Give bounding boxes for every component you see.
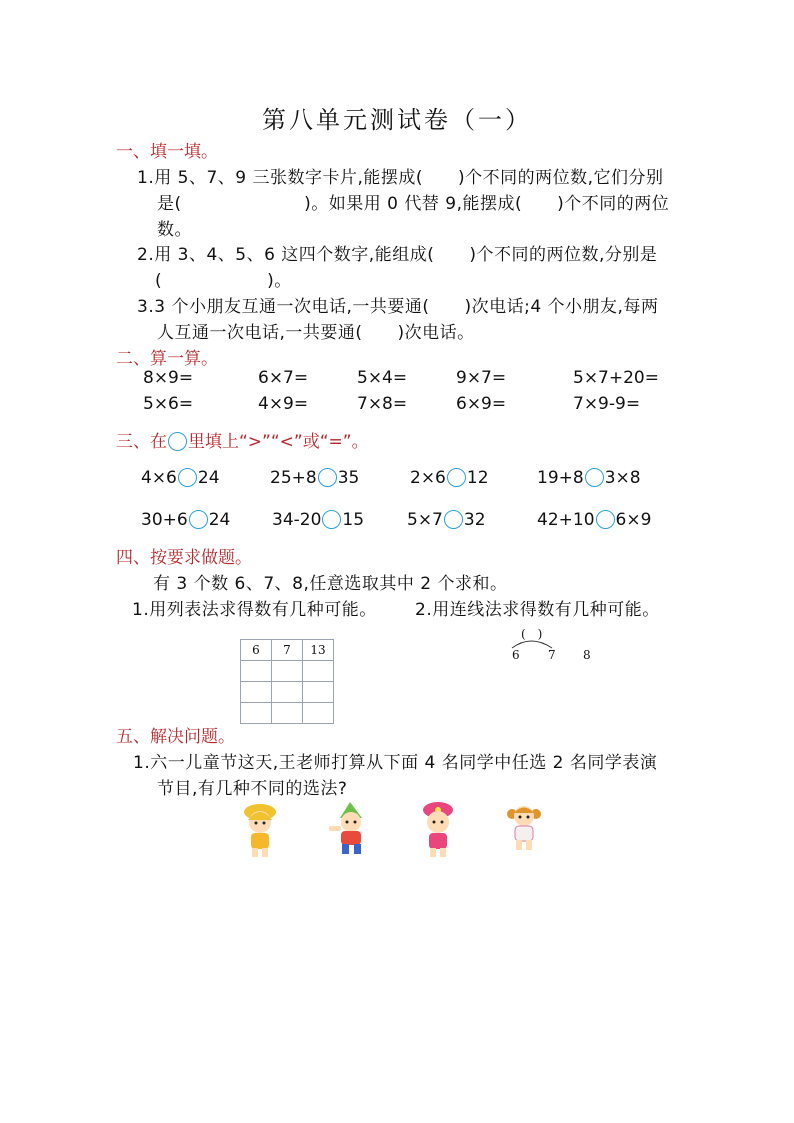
compare-item: 19+8 3×8 [537, 468, 641, 488]
answer-circle[interactable] [444, 510, 463, 529]
answer-circle[interactable] [318, 468, 337, 487]
compare-item: 5×7 32 [407, 510, 486, 530]
calc-item: 4×9= [258, 394, 309, 414]
compare-item: 42+10 6×9 [537, 510, 652, 530]
diagram-number: 8 [583, 648, 591, 662]
q2-line2: ( )。 [155, 271, 292, 291]
section3-heading [116, 427, 369, 452]
calc-item: 5×7+20= [573, 368, 659, 388]
compare-item: 25+8 35 [270, 468, 360, 488]
compare-item: 4×6 24 [141, 468, 220, 488]
section4-sub2: 2.用连线法求得数有几种可能。 [415, 600, 660, 620]
section1-heading: 一、填一填。 [116, 142, 218, 162]
child-green-hat-icon [326, 800, 374, 860]
q1-line1: 1.用 5、7、9 三张数字卡片,能摆成( )个不同的两位数,它们分别 [137, 168, 664, 188]
answer-circle[interactable] [585, 468, 604, 487]
diagram-number: 6 [512, 648, 520, 662]
calc-item: 5×4= [357, 368, 408, 388]
q3-line1: 3.3 个小朋友互通一次电话,一共要通( )次电话;4 个小朋友,每两 [137, 297, 659, 317]
child-pink-hat-icon [418, 800, 458, 860]
calc-item: 7×8= [357, 394, 408, 414]
calc-item: 6×9= [456, 394, 507, 414]
q1-line2: 是( )。如果用 0 代替 9,能摆成( )个不同的两位 [157, 194, 670, 214]
compare-item: 30+6 24 [141, 510, 231, 530]
answer-circle[interactable] [322, 510, 341, 529]
section2-heading: 二、算一算。 [116, 349, 218, 369]
section4-sub1: 1.用列表法求得数有几种可能。 [132, 600, 377, 620]
enumeration-table: 6 7 13 [240, 639, 334, 724]
answer-circle[interactable] [447, 468, 466, 487]
compare-item: 34-20 15 [272, 510, 365, 530]
section3-heading-b: 里填上“>”“<”或“=”。 [188, 432, 369, 452]
answer-circle[interactable] [596, 510, 615, 529]
calc-item: 9×7= [456, 368, 507, 388]
answer-circle[interactable] [189, 510, 208, 529]
q1-line3: 数。 [157, 220, 192, 240]
section4-intro: 有 3 个数 6、7、8,任意选取其中 2 个求和。 [153, 574, 508, 594]
q2-line1: 2.用 3、4、5、6 这四个数字,能组成( )个不同的两位数,分别是 [137, 245, 658, 265]
s5-q1-line2: 节目,有几种不同的选法? [157, 779, 348, 799]
section5-heading: 五、解决问题。 [116, 727, 235, 747]
section4-heading: 四、按要求做题。 [116, 548, 252, 568]
calc-item: 8×9= [143, 368, 194, 388]
page-title: 第八单元测试卷（一） [262, 106, 532, 134]
calc-item: 7×9-9= [573, 394, 641, 414]
blank-circle-icon [168, 432, 187, 451]
diagram-number: 7 [548, 648, 556, 662]
section3-heading-a: 三、在 [116, 432, 167, 452]
q3-line2: 人互通一次电话,一共要通( )次电话。 [157, 323, 475, 343]
calc-item: 6×7= [258, 368, 309, 388]
answer-circle[interactable] [178, 468, 197, 487]
calc-item: 5×6= [143, 394, 194, 414]
child-pigtails-icon [504, 800, 544, 856]
s5-q1-line1: 1.六一儿童节这天,王老师打算从下面 4 名同学中任选 2 名同学表演 [133, 753, 658, 773]
diagram-bracket: ( ) [521, 627, 543, 641]
compare-item: 2×6 12 [410, 468, 489, 488]
child-yellow-hat-icon [240, 800, 280, 860]
